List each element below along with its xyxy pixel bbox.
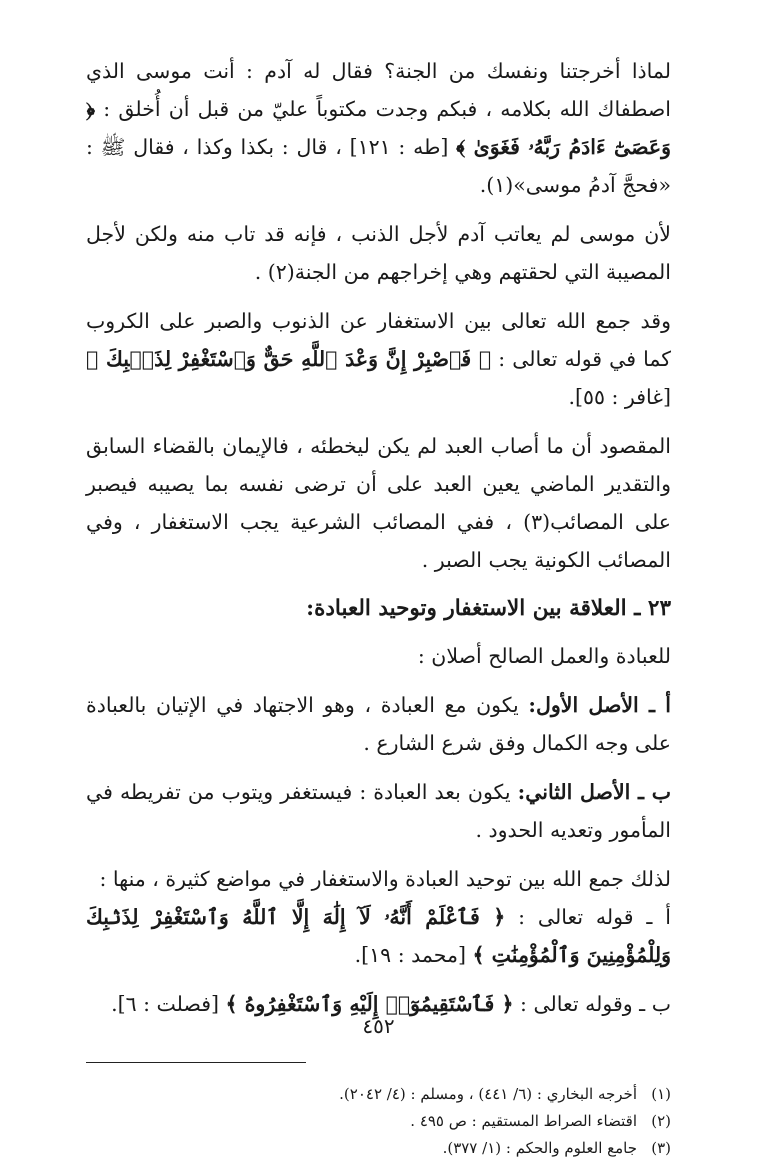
footnote-number: (٢) bbox=[651, 1112, 671, 1130]
footnote-text: جامع العلوم والحكم : (١/ ٣٧٧). bbox=[442, 1139, 637, 1157]
paragraph-first-principle bbox=[86, 686, 671, 762]
paragraph-decree: المقصود أن ما أصاب العبد لم يكن ليخطئه ، فالإيمان بالقضاء السابق والتقدير الماضي يعين العبد على أن ترضى نفسه بما يصيبه فيصبر على المصائب(٣) ، ففي المصائب الشرعية يجب الاستغفار ، وفي المصائب الكونية يجب الصبر . bbox=[86, 434, 671, 572]
quran-verse: ﴿ فَٱصْبِرْ إِنَّ وَعْدَ ٱللَّهِ حَقٌّ وَٱسْتَغْفِرْ لِذَنۢبِكَ ﴾ bbox=[86, 347, 492, 371]
paragraph-adam-moses bbox=[86, 52, 671, 204]
footnotes bbox=[86, 1081, 671, 1162]
paragraph-text: لماذا أخرجتنا ونفسك من الجنة؟ فقال له آدم : أنت موسى الذي اصطفاك الله بكلامه ، فبكم وجدت مكتوباً عليّ من قبل أن أُخلق : bbox=[86, 59, 671, 121]
quran-verse: ﴿ وَعَصَىٰٓ ءَادَمُ رَبَّهُۥ فَغَوَىٰ ﴾ bbox=[86, 97, 672, 159]
footnote bbox=[86, 1135, 671, 1162]
footnote bbox=[86, 1081, 671, 1108]
paragraph-text: يكون مع العبادة ، وهو الاجتهاد في الإتيان بالعبادة على وجه الكمال وفق شرع الشارع . bbox=[86, 693, 671, 755]
paragraph-second-principle bbox=[86, 773, 671, 849]
footnote-number: (٣) bbox=[651, 1139, 671, 1157]
paragraph-patience-forgiveness bbox=[86, 302, 671, 416]
principle-label: أ ـ الأصل الأول: bbox=[528, 693, 671, 717]
verse-reference: [محمد : ١٩]. bbox=[354, 943, 473, 967]
paragraph-two-principles: للعبادة والعمل الصالح أصلان : bbox=[417, 644, 671, 668]
footnote-text: اقتضاء الصراط المستقيم : ص ٤٩٥ . bbox=[410, 1112, 637, 1130]
paragraph-text: [غافر : ٥٥]. bbox=[568, 385, 671, 409]
paragraph-text: يكون بعد العبادة : فيستغفر ويتوب من تفريطه في المأمور وتعديه الحدود . bbox=[86, 780, 671, 842]
quran-verse: ﴿ فَٱعْلَمْ أَنَّهُۥ لَآ إِلَٰهَ إِلَّا ٱللَّهُ وَٱسْتَغْفِرْ لِذَنۢبِكَ وَلِلْمُؤْمِنِينَ وَٱلْمُؤْمِنَٰتِ ﴾ bbox=[86, 905, 671, 967]
footnote-number: (١) bbox=[651, 1085, 671, 1103]
page-number: ٤٥٢ bbox=[362, 1014, 395, 1038]
section-heading: ٢٣ ـ العلاقة بين الاستغفار وتوحيد العبادة: bbox=[306, 596, 671, 621]
verse-reference: [فصلت : ٦]. bbox=[111, 992, 226, 1016]
paragraph-text: [طه : ١٢١] ، قال : بكذا وكذا ، فقال ﷺ : «فحجَّ آدمُ موسى»(١). bbox=[86, 135, 671, 197]
footnote bbox=[86, 1108, 671, 1135]
footnote-text: أخرجه البخاري : (٦/ ٤٤١) ، ومسلم : (٤/ ٢٠٤٢). bbox=[339, 1085, 637, 1103]
principle-label: ب ـ الأصل الثاني: bbox=[517, 780, 671, 804]
paragraph-reproach: لأن موسى لم يعاتب آدم لأجل الذنب ، فإنه قد تاب منه ولكن لأجل المصيبة التي لحقتهم وهي إخراجهم من الجنة(٢) . bbox=[86, 222, 671, 284]
quran-verse: ﴿ فَٱسْتَقِيمُوٓا۟ إِلَيْهِ وَٱسْتَغْفِرُوهُ ﴾ bbox=[225, 992, 514, 1016]
paragraph-text: لذلك جمع الله بين توحيد العبادة والاستغفار في مواضع كثيرة ، منها : bbox=[99, 867, 671, 891]
example-label: أ ـ قوله تعالى : bbox=[505, 905, 671, 929]
footnote-divider bbox=[86, 1062, 306, 1063]
paragraph-examples bbox=[86, 860, 671, 974]
paragraph-text: وقد جمع الله تعالى بين الاستغفار عن الذنوب والصبر على الكروب كما في قوله تعالى : bbox=[86, 309, 671, 371]
example-label: ب ـ وقوله تعالى : bbox=[513, 992, 671, 1016]
